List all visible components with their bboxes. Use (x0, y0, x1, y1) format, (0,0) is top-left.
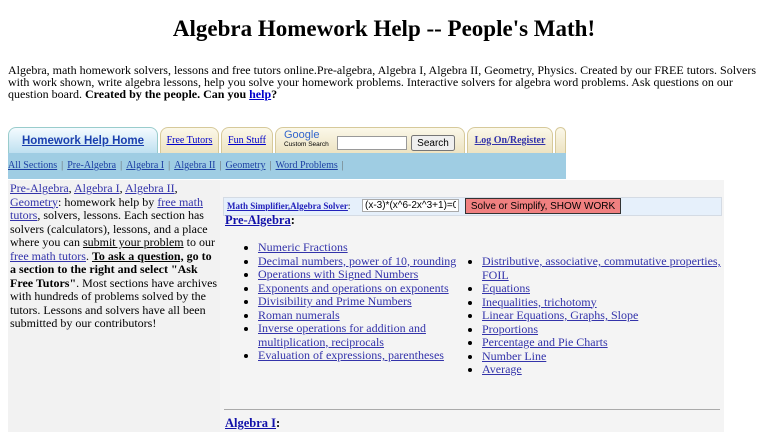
topic-link[interactable]: Evaluation of expressions, parentheses (258, 348, 444, 362)
topic-link[interactable]: Percentage and Pie Charts (482, 335, 608, 349)
list-item (258, 255, 458, 269)
list-item (258, 349, 458, 363)
page-title: Algebra Homework Help -- People's Math! (172, 16, 596, 41)
search-input[interactable] (337, 136, 407, 150)
list-item (482, 296, 738, 310)
topic-link[interactable]: Roman numerals (258, 307, 340, 322)
pre-algebra-list-left (240, 241, 458, 363)
tab-login[interactable]: Log On/Register (467, 127, 553, 153)
solve-button[interactable]: Solve or Simplify, SHOW WORK (465, 198, 621, 214)
google-logo: Google (284, 129, 320, 141)
solver-input[interactable] (362, 199, 459, 212)
tab-more (555, 127, 566, 153)
main-content (220, 180, 724, 432)
topic-link[interactable]: Distributive, associative, commutative properties, FOIL (482, 254, 721, 282)
intro: Algebra, math homework solvers, lessons and free tutors online.Pre-algebra, Algebra I, Algebra II, Geometry, Physics. Created by our FREE tutors. Solvers with work shown, write algebra lessons, help you solve your homework problems. Interactive solvers for algebra word problems. Ask questions on our question board. Created by the people. Can you help? (8, 63, 757, 101)
nav-word-problems[interactable]: Word Problems (275, 160, 338, 171)
tab-fun-stuff[interactable]: Fun Stuff (221, 127, 273, 153)
list-item (482, 282, 738, 296)
left-description: Pre-Algebra, Algebra I, Algebra II, Geometry: homework help by free math tutors, solvers, lessons. Each section has solvers (calculators), lessons, and a place where you can submit your problem to our free math tutors. To ask a question, go to a section to the right and select "Ask Free Tutors". Most sections have archives with hundreds of problems solved by the tutors. Lessons and solvers have all been submitted by our contributors! (8, 180, 220, 432)
search-button[interactable]: Search (411, 135, 455, 151)
math-solver: Math Simplifier,Algebra Solver: (x-3)*(x^6-2x^3+1)=0 Solve or Simplify, SHOW WORK (223, 197, 722, 216)
solver-link[interactable]: Math Simplifier,Algebra Solver (227, 201, 348, 211)
topic-link[interactable]: Proportions (482, 321, 539, 336)
topic-link[interactable]: Exponents and operations on exponents (258, 280, 449, 295)
topic-link[interactable]: Number Line (482, 348, 547, 363)
topic-link[interactable]: Divisibility and Prime Numbers (258, 294, 412, 308)
nav-all-sections[interactable]: All Sections (8, 160, 58, 171)
list-item (482, 309, 738, 323)
nav-geometry[interactable]: Geometry (225, 160, 266, 171)
section-nav: All Sections | Pre-Algebra | Algebra I | Algebra II | Geometry | Word Problems | (8, 153, 566, 179)
tab-free-tutors[interactable]: Free Tutors (160, 127, 219, 153)
section-heading-algebra-1: Algebra I: (225, 416, 281, 430)
list-item (258, 322, 458, 349)
list-item (258, 282, 458, 296)
list-item (258, 295, 458, 309)
google-search: Google Custom Search Search (275, 127, 465, 153)
topic-link[interactable]: Inequalities, trichotomy (482, 294, 597, 309)
topic-link[interactable]: Average (482, 362, 522, 376)
nav-pre-algebra[interactable]: Pre-Algebra (67, 160, 117, 171)
help-link[interactable]: help (249, 87, 272, 101)
list-item (482, 255, 738, 282)
topic-link[interactable]: Decimal numbers, power of 10, rounding (258, 253, 457, 268)
list-item (482, 323, 738, 337)
pre-algebra-list-right (464, 255, 738, 377)
topic-link[interactable]: Equations (482, 281, 530, 295)
tab-home[interactable]: Homework Help Home (8, 127, 158, 153)
section-heading-pre-algebra: Pre-Algebra: (225, 213, 295, 227)
list-item (482, 363, 738, 377)
list-item (258, 309, 458, 323)
divider (224, 409, 720, 410)
topic-link[interactable]: Inverse operations for addition and multiplication, reciprocals (258, 321, 426, 349)
topic-link[interactable]: Operations with Signed Numbers (258, 267, 419, 281)
topic-link[interactable]: Numeric Fractions (258, 240, 348, 254)
list-item (258, 241, 458, 255)
list-item (258, 268, 458, 282)
tab-bar (8, 127, 566, 153)
topic-link[interactable]: Linear Equations, Graphs, Slope (482, 308, 639, 322)
list-item (482, 350, 738, 364)
nav-algebra-2[interactable]: Algebra II (174, 160, 216, 171)
list-item (482, 336, 738, 350)
nav-algebra-1[interactable]: Algebra I (126, 160, 165, 171)
